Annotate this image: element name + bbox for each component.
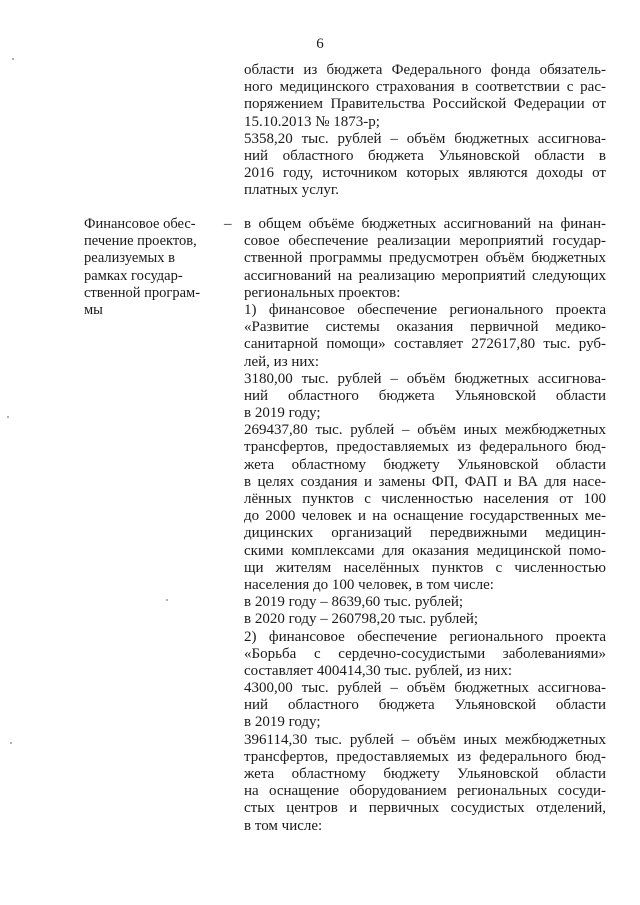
financing-text-line: ний областного бюджета Ульяновской области	[244, 387, 606, 404]
scan-speck	[7, 416, 9, 418]
financing-text-line: жета областному бюджету Ульяновской области	[244, 766, 606, 782]
row-label-line: рамках государ-	[84, 267, 183, 284]
financing-text-line: ний областного бюджета Ульяновской области	[244, 697, 606, 714]
financing-text-line: в 2020 году – 260798,20 тыс. рублей;	[244, 611, 479, 628]
top-paragraph-line: области из бюджета Федерального фонда обязатель-	[244, 62, 606, 78]
financing-text-line: в 2019 году;	[244, 714, 321, 731]
financing-text-line: в общем объёме бюджетных ассигнований на финан-	[244, 216, 606, 232]
financing-text-line: 396114,30 тыс. рублей – объём иных межбюджетных	[244, 731, 606, 748]
label-dash: –	[224, 216, 232, 232]
financing-text-line: жета областному бюджету Ульяновской области	[244, 456, 606, 473]
financing-text-line: 4300,00 тыс. рублей – объём бюджетных ассигнова-	[244, 680, 606, 697]
scan-speck	[12, 58, 14, 60]
financing-text-line: региональных проектов:	[244, 284, 401, 301]
financing-text-line: дицинских организаций передвижными медицин-	[244, 525, 606, 542]
row-label-line: печение проектов,	[84, 233, 197, 250]
financing-text-line: совое обеспечение реализации мероприятий государ-	[244, 233, 606, 250]
page-number: 6	[316, 36, 324, 52]
top-paragraph-block	[244, 62, 606, 200]
top-paragraph-line: 15.10.2013 № 1873-р;	[244, 113, 380, 130]
financing-text-line: 1) финансовое обеспечение регионального проекта	[244, 301, 606, 318]
financing-text-line: в 2019 году;	[244, 405, 321, 422]
financing-text-line: трансфертов, предоставляемых из федерального бюд-	[244, 439, 606, 456]
scan-speck	[10, 742, 12, 744]
row-label-line: Финансовое обес-	[84, 216, 196, 232]
row-label-line: ственной програм-	[84, 284, 201, 301]
row-label-line: мы	[84, 302, 103, 319]
financing-text-line: на оснащение оборудованием региональных сосуди-	[244, 783, 606, 800]
financing-text-line: ственной программы предусмотрен объём бюджетных	[244, 250, 606, 267]
row-label-line: реализуемых в	[84, 250, 175, 267]
financing-text-line: в целях создания и замены ФП, ФАП и ВА для насе-	[244, 473, 606, 490]
financing-text-line: санитарной помощи» составляет 272617,80 тыс. руб-	[244, 336, 606, 353]
top-paragraph-line: 5358,20 тыс. рублей – объём бюджетных ассигнова-	[244, 130, 606, 147]
financing-text-line: 3180,00 тыс. рублей – объём бюджетных ассигнова-	[244, 370, 606, 387]
financing-text-line: скими комплексами для оказания медицинской помо-	[244, 542, 606, 559]
row-label-financing	[84, 216, 220, 319]
financing-text-line: населения до 100 человек, в том числе:	[244, 576, 494, 593]
financing-text-line: составляет 400414,30 тыс. рублей, из них:	[244, 662, 513, 679]
financing-description-block	[244, 216, 606, 835]
financing-text-line: 269437,80 тыс. рублей – объём иных межбюджетных	[244, 422, 606, 439]
financing-text-line: трансфертов, предоставляемых из федерального бюд-	[244, 748, 606, 765]
financing-text-line: 2) финансовое обеспечение регионального проекта	[244, 628, 606, 645]
financing-text-line: лённых пунктов с численностью населения от 100	[244, 491, 606, 507]
financing-text-line: в 2019 году – 8639,60 тыс. рублей;	[244, 594, 464, 611]
financing-text-line: «Развитие системы оказания первичной медико-	[244, 319, 606, 336]
financing-text-line: «Борьба с сердечно-сосудистыми заболеваниями»	[244, 645, 606, 662]
financing-text-line: до 2000 человек и на оснащение государственных ме-	[244, 508, 606, 525]
top-paragraph-line: платных услуг.	[244, 182, 340, 199]
financing-text-line: в том числе:	[244, 817, 323, 834]
financing-text-line: ассигнований на реализацию мероприятий следующих	[244, 267, 606, 284]
financing-text-line: стых центров и первичных сосудистых отделений,	[244, 800, 606, 817]
top-paragraph-line: поряжением Правительства Российской Федерации от	[244, 96, 606, 113]
financing-text-line: щи жителям населённых пунктов с численностью	[244, 559, 606, 576]
top-paragraph-line: ний областного бюджета Ульяновской области в	[244, 147, 606, 164]
financing-text-line: лей, из них:	[244, 353, 320, 370]
top-paragraph-line: ного медицинского страхования в соответствии с рас-	[244, 79, 606, 96]
top-paragraph-line: 2016 году, источником которых являются доходы от	[244, 165, 606, 182]
scan-speck	[166, 599, 168, 601]
